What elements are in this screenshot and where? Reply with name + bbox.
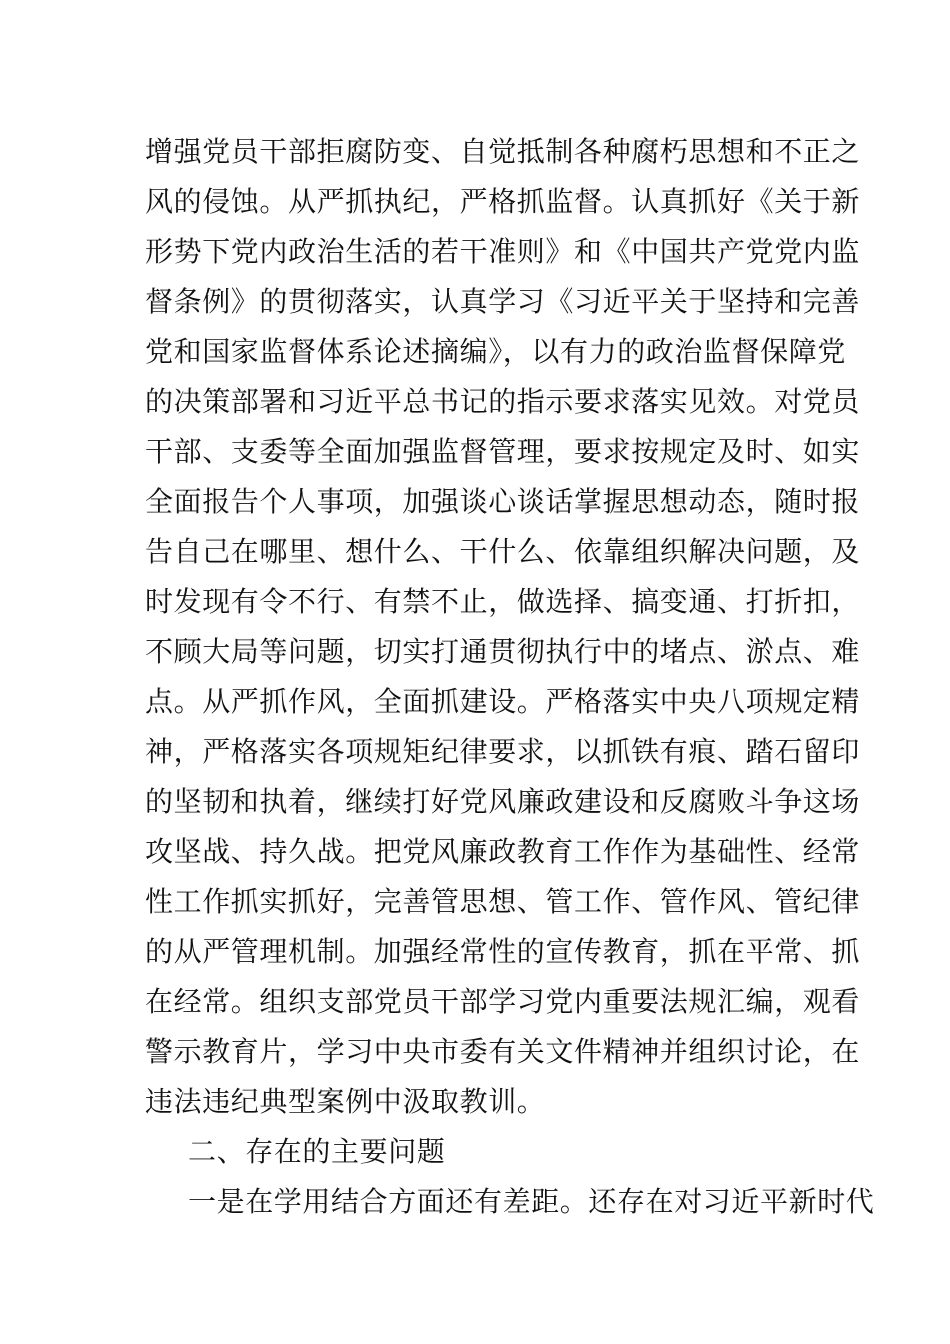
text-line: 时发现有令不行、有禁不止，做选择、搞变通、打折扣， [145,585,861,618]
text-line: 警示教育片，学习中央市委有关文件精神并组织讨论，在 [145,1035,861,1068]
text-line: 形势下党内政治生活的若干准则》和《中国共产党党内监 [145,235,861,268]
text-line: 的从严管理机制。加强经常性的宣传教育，抓在平常、抓 [145,935,861,968]
text-line: 违法违纪典型案例中汲取教训。 [145,1085,546,1118]
text-line: 不顾大局等问题，切实打通贯彻执行中的堵点、淤点、难 [145,635,861,668]
text-line: 的决策部署和习近平总书记的指示要求落实见效。对党员 [145,385,861,418]
section-heading: 二、存在的主要问题 [188,1135,446,1168]
text-line: 在经常。组织支部党员干部学习党内重要法规汇编，观看 [145,985,861,1018]
text-line: 的坚韧和执着，继续打好党风廉政建设和反腐败斗争这场 [145,785,861,818]
text-line: 性工作抓实抓好，完善管思想、管工作、管作风、管纪律 [145,885,861,918]
paragraph-start-line: 一是在学用结合方面还有差距。还存在对习近平新时代 [188,1185,875,1218]
text-line: 点。从严抓作风，全面抓建设。严格落实中央八项规定精 [145,685,861,718]
text-line: 告自己在哪里、想什么、干什么、依靠组织解决问题，及 [145,535,861,568]
text-line: 干部、支委等全面加强监督管理，要求按规定及时、如实 [145,435,861,468]
text-line: 风的侵蚀。从严抓执纪，严格抓监督。认真抓好《关于新 [145,185,861,218]
document-body [145,127,875,1227]
text-line: 党和国家监督体系论述摘编》，以有力的政治监督保障党 [145,335,847,368]
text-line: 攻坚战、持久战。把党风廉政教育工作作为基础性、经常 [145,835,861,868]
text-line: 全面报告个人事项，加强谈心谈话掌握思想动态，随时报 [145,485,861,518]
text-line: 神，严格落实各项规矩纪律要求，以抓铁有痕、踏石留印 [145,735,861,768]
text-line: 增强党员干部拒腐防变、自觉抵制各种腐朽思想和不正之 [145,135,861,168]
text-line: 督条例》的贯彻落实，认真学习《习近平关于坚持和完善 [145,285,861,318]
